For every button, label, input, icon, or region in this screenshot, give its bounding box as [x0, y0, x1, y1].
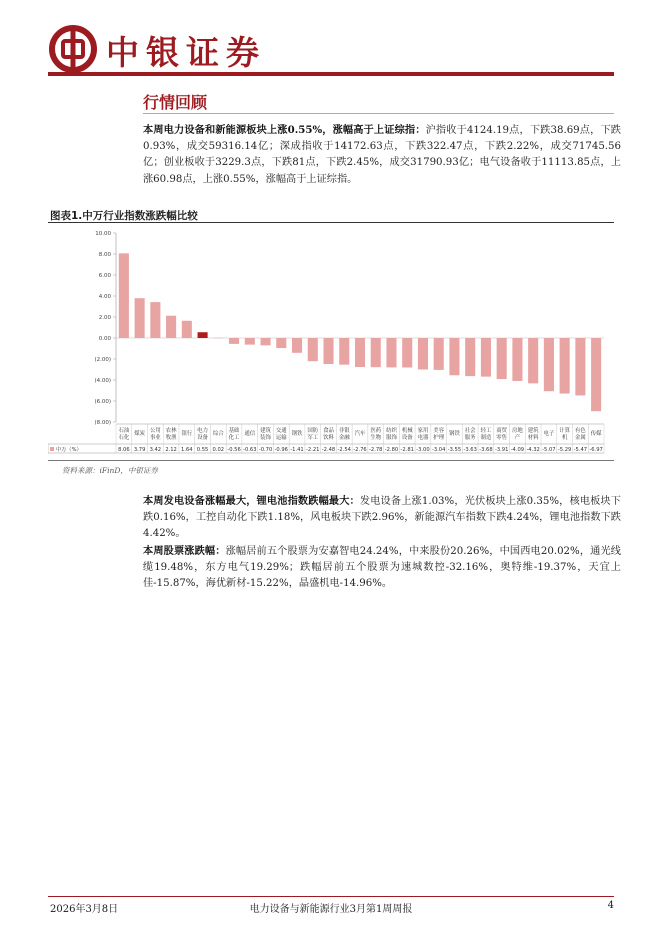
y-tick-label: (4.00) [94, 378, 111, 384]
bar [355, 338, 365, 367]
y-tick-label: 4.00 [98, 294, 111, 300]
data-value-label: 1.64 [181, 447, 193, 453]
bank-of-china-logo [48, 24, 98, 74]
bar [150, 302, 160, 338]
y-tick-label: (2.00) [94, 357, 111, 363]
data-value-label: 0.55 [196, 447, 209, 453]
category-label: 交通运输 [275, 428, 287, 441]
category-label: 房地产 [512, 428, 523, 441]
category-label: 石油石化 [118, 428, 130, 441]
y-tick-label: 10.00 [95, 231, 111, 237]
data-value-label: -2.54 [337, 447, 351, 453]
category-label: 公用事业 [149, 428, 161, 441]
category-label: 汽车 [354, 431, 366, 437]
y-tick-label: 2.00 [98, 315, 111, 321]
category-label: 国防军工 [307, 428, 319, 441]
data-value-label: -5.29 [557, 447, 572, 453]
sector-performance-paragraph [143, 493, 621, 543]
category-label: 煤炭 [134, 431, 146, 437]
y-tick-label: 0.00 [98, 336, 111, 342]
footer-divider [48, 896, 614, 897]
y-tick-label: 6.00 [98, 273, 111, 279]
data-value-label: -5.07 [542, 447, 556, 453]
category-label: 家用电器 [417, 428, 429, 441]
data-value-label: -3.63 [463, 447, 477, 453]
category-label: 纺织服饰 [386, 428, 397, 441]
data-value-label: -0.70 [258, 447, 273, 453]
figure-title: 图表1.中万行业指数涨跌幅比较 [50, 210, 198, 222]
data-value-label: -2.81 [400, 447, 414, 453]
figure-source: 资料来源：iFinD，中银证券 [62, 466, 158, 475]
data-value-label: 3.79 [133, 447, 146, 453]
paragraph-body: 沪指收于4124.19点，下跌38.69点，下跌0.93%，成交59316.14亿；深成指收于14172.63点，下跌322.47点，下跌2.22%，成交71745.56亿；创业板收于3229.3点，下跌81点，下跌2.45%，成交31790.93亿；电气设备收于11113.85点，上涨60.98点，上涨0.55%，涨幅高于上证综指。 [143, 125, 621, 185]
bar [418, 338, 428, 370]
y-tick-label: 8.00 [98, 252, 111, 258]
category-label: 电力设备 [197, 428, 208, 441]
category-label: 计算机 [559, 428, 571, 441]
bar [512, 338, 522, 381]
data-value-label: -4.32 [526, 447, 540, 453]
data-value-label: 2.12 [165, 447, 177, 453]
bar [182, 321, 192, 338]
data-value-label: -0.56 [227, 447, 241, 453]
bar [449, 338, 459, 375]
legend-swatch [50, 447, 54, 451]
page-number: 4 [607, 900, 614, 911]
bar [465, 338, 475, 376]
category-label: 建筑装饰 [260, 428, 271, 441]
bar [308, 338, 318, 361]
figure-bottom-divider [48, 460, 614, 461]
category-label: 电子 [543, 431, 555, 437]
bar [339, 338, 349, 365]
data-value-label: -0.96 [274, 447, 289, 453]
bar [292, 338, 302, 353]
bar [166, 316, 176, 338]
bar [119, 253, 129, 338]
category-label: 传媒 [590, 431, 602, 437]
paragraph-lead: 本周发电设备涨幅最大，锂电池指数跌幅最大： [143, 495, 360, 507]
section-divider [143, 113, 614, 114]
data-value-label: -2.80 [384, 447, 399, 453]
bar [135, 298, 145, 338]
category-label: 综合 [212, 431, 224, 437]
brand-name: 中银证券 [106, 33, 266, 72]
data-value-label: -2.48 [321, 447, 336, 453]
data-value-label: 3.42 [149, 447, 162, 453]
bar [323, 338, 333, 364]
bar [497, 338, 507, 379]
bar [371, 338, 381, 367]
bar [229, 338, 239, 344]
paragraph-body: 涨幅居前五个股票为安嘉智电24.24%，中来股份20.26%，中国西电20.02%，通光线缆19.48%，东方电气19.29%；跌幅居前五个股票为速城数控-32.16%，奥特维-19.37%，天宜上佳-15.87%，海优新材-15.22%，晶盛机电-14.96%。 [143, 546, 621, 590]
table-row-label: 中万（%） [56, 447, 82, 453]
bar [544, 338, 554, 391]
bar [402, 338, 412, 368]
category-label: 非银金融 [338, 428, 350, 441]
category-label: 商贸零售 [496, 428, 508, 441]
data-value-label: -0.63 [243, 447, 257, 453]
paragraph-lead: 本周电力设备和新能源板块上涨0.55%，涨幅高于上证综指： [143, 124, 426, 136]
bar [528, 338, 538, 383]
category-label: 社会服务 [464, 428, 476, 441]
category-label: 钢铁 [449, 431, 460, 437]
category-label: 轻工制造 [480, 428, 492, 441]
category-label: 食品饮料 [323, 428, 334, 441]
category-label: 有色金属 [574, 428, 586, 441]
bar [434, 338, 444, 370]
market-review-paragraph [143, 122, 621, 188]
data-value-label: -3.04 [431, 447, 446, 453]
data-value-label: 8.06 [118, 447, 130, 453]
bar [591, 338, 601, 411]
industry-index-bar-chart [48, 225, 614, 457]
y-tick-label: (6.00) [94, 399, 111, 405]
data-value-label: -3.91 [494, 447, 509, 453]
paragraph-body: 发电设备上涨1.03%，光伏板块上涨0.35%，核电板块下跌0.16%，工控自动化下跌1.18%，风电板块下跌2.96%，新能源汽车指数下跌4.24%，锂电池指数下跌4.42%。 [143, 496, 621, 540]
stock-performance-paragraph [143, 543, 621, 593]
category-label: 医药生物 [370, 428, 382, 441]
data-value-label: 0.02 [212, 447, 225, 453]
bar [198, 332, 208, 338]
category-label: 美容护理 [433, 428, 445, 441]
data-value-label: -3.68 [479, 447, 493, 453]
category-label: 农林牧渔 [165, 428, 177, 441]
data-value-label: -2.78 [369, 447, 383, 453]
category-label: 通信 [244, 431, 256, 437]
bar [276, 338, 286, 348]
data-value-label: -1.41 [290, 447, 304, 453]
category-label: 基础化工 [228, 428, 240, 441]
y-tick-label: (8.00) [94, 420, 111, 426]
data-value-label: -6.97 [589, 447, 603, 453]
bar [386, 338, 396, 367]
data-value-label: -5.47 [573, 447, 588, 453]
bar [481, 338, 491, 377]
bar [560, 338, 570, 394]
footer-report-title: 电力设备与新能源行业3月第1周周报 [249, 904, 413, 915]
header-divider [48, 72, 614, 76]
footer-date: 2026年3月8日 [50, 904, 119, 915]
bar [245, 338, 255, 345]
data-value-label: -2.21 [306, 447, 320, 453]
category-label: 建筑材料 [527, 428, 539, 441]
data-value-label: -2.76 [353, 447, 367, 453]
data-value-label: -4.09 [510, 447, 525, 453]
bar [261, 338, 271, 345]
bar [575, 338, 585, 395]
data-value-label: -3.00 [416, 447, 430, 453]
section-title: 行情回顾 [143, 93, 208, 112]
category-label: 钢铁 [291, 431, 303, 437]
data-value-label: -3.55 [447, 447, 462, 453]
category-label: 银行 [181, 431, 193, 437]
paragraph-lead: 本周股票涨跌幅： [143, 545, 226, 557]
category-label: 机械设备 [401, 428, 413, 441]
figure-top-divider [48, 222, 614, 223]
